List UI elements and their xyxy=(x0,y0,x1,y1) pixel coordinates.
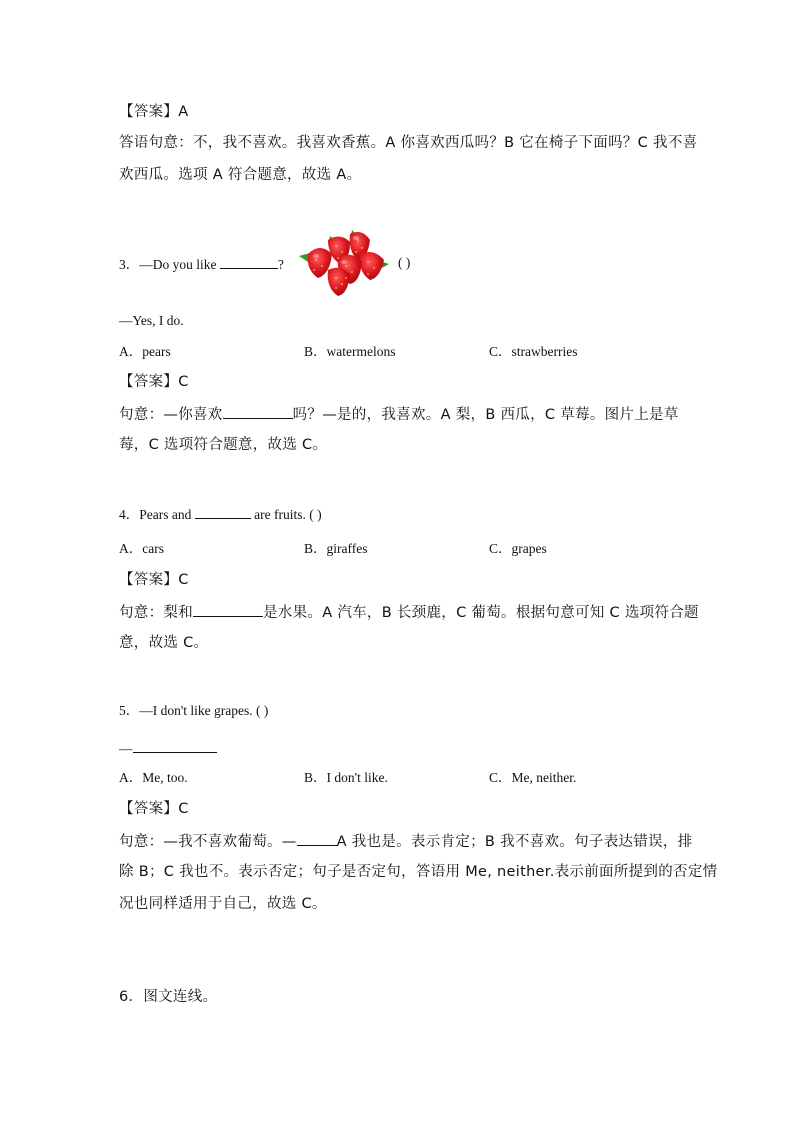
q5-reply-blank xyxy=(133,738,217,753)
q3-answer-tag: 【答案】C xyxy=(119,374,189,390)
q2-explanation-line-2: 欢西瓜。选项 A 符合题意，故选 A。 xyxy=(119,167,362,183)
q5-option-c[interactable]: C．Me, neither. xyxy=(489,770,577,785)
q5-explanation-line-1: 句意：—我不喜欢葡萄。— A 我也是。表示肯定；B 我不喜欢。句子表达错误，排 xyxy=(119,831,693,851)
q3-stem xyxy=(119,254,284,274)
q2-answer-tag: 【答案】A xyxy=(119,104,189,120)
q5-explanation-line-2: 除 B；C 我也不。表示否定；句子是否定句，答语用 Me, neither.表示前面所提到的否定情 xyxy=(119,864,718,880)
q3-explanation-line-1: 句意：—你喜欢 吗？—是的，我喜欢。A 梨，B 西瓜，C 草莓。图片上是草 xyxy=(119,404,679,424)
q4-explanation-line-2: 意，故选 C。 xyxy=(119,635,209,651)
q4-stem: 4．Pears and are fruits. ( ) xyxy=(119,504,322,524)
q4-option-a[interactable]: A．cars xyxy=(119,541,164,556)
q3-stem-prefix: 3．—Do you like xyxy=(119,257,220,272)
q5-explanation-blank xyxy=(297,831,337,846)
q3-answer-paren: ( ) xyxy=(398,255,411,270)
q5-answer-tag: 【答案】C xyxy=(119,801,189,817)
q4-explanation-blank xyxy=(193,602,263,617)
q3-option-b[interactable]: B．watermelons xyxy=(304,344,396,359)
q5-explanation-line-3: 况也同样适用于自己，故选 C。 xyxy=(119,896,327,912)
q3-blank xyxy=(220,254,278,269)
q5-option-a[interactable]: A．Me, too. xyxy=(119,770,188,785)
strawberries-image xyxy=(294,226,394,298)
q4-option-b[interactable]: B．giraffes xyxy=(304,541,368,556)
q3-stem-suffix: ? xyxy=(277,257,284,272)
q3-reply: —Yes, I do. xyxy=(119,313,184,328)
q4-answer-tag: 【答案】C xyxy=(119,572,189,588)
q2-explanation-line-1: 答语句意：不，我不喜欢。我喜欢香蕉。A 你喜欢西瓜吗？B 它在椅子下面吗？C 我不喜 xyxy=(119,135,698,151)
q3-option-c[interactable]: C．strawberries xyxy=(489,344,578,359)
q5-option-b[interactable]: B．I don't like. xyxy=(304,770,388,785)
q5-reply-line: — xyxy=(119,738,217,758)
q3-explanation-blank xyxy=(223,404,293,419)
q4-option-c[interactable]: C．grapes xyxy=(489,541,547,556)
q4-explanation-line-1: 句意：梨和 是水果。A 汽车，B 长颈鹿，C 葡萄。根据句意可知 C 选项符合题 xyxy=(119,602,699,622)
q4-blank xyxy=(195,504,251,519)
q6-stem: 6．图文连线。 xyxy=(119,989,218,1005)
q5-stem: 5．—I don't like grapes. ( ) xyxy=(119,703,269,718)
q3-option-a[interactable]: A．pears xyxy=(119,344,171,359)
q3-explanation-line-2: 莓，C 选项符合题意，故选 C。 xyxy=(119,437,328,453)
